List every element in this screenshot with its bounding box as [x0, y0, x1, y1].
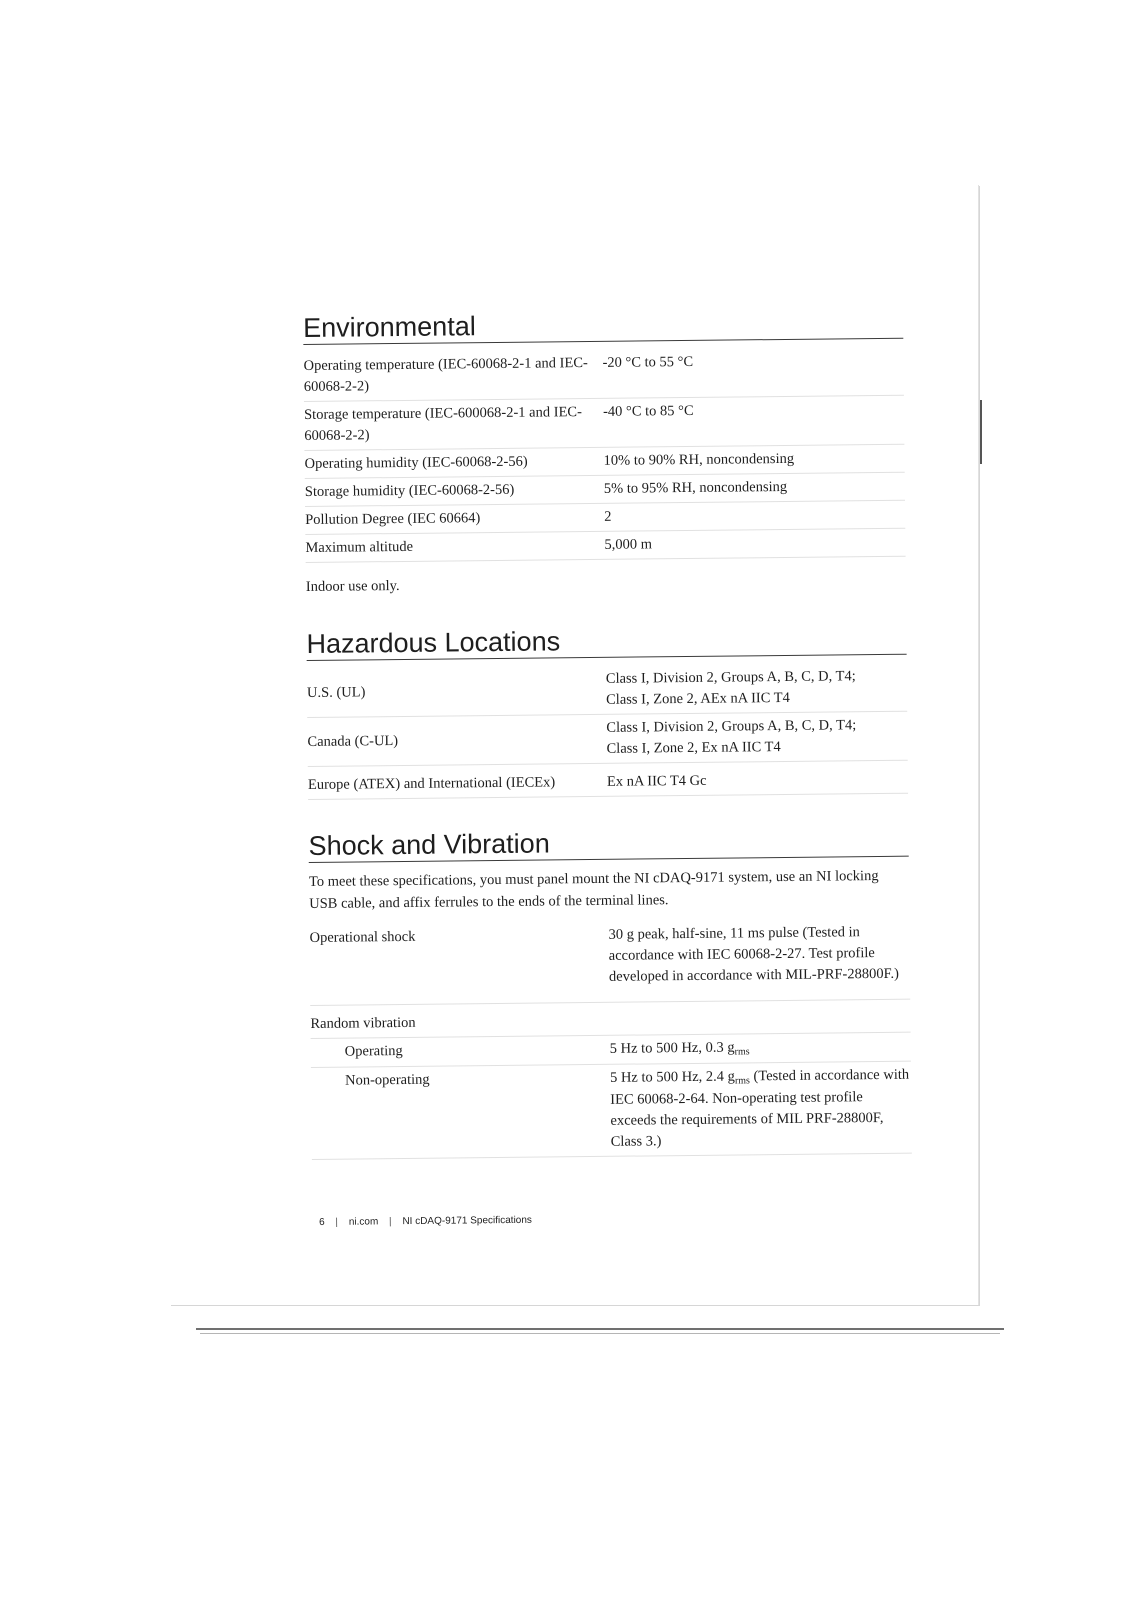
spec-content [303, 306, 912, 1190]
row-label: Storage temperature (IEC-600068-2-1 and IEC-60068-2-2) [303, 404, 582, 444]
row-value: -40 °C to 85 °C [602, 402, 694, 420]
table-row [307, 712, 907, 767]
row-value-line: Class I, Division 2, Groups A, B, C, D, T4; [606, 717, 857, 736]
page-footer [319, 1215, 540, 1228]
table-row [305, 529, 905, 563]
row-label: Canada (C-UL) [307, 732, 399, 750]
value-subscript: rms [734, 1046, 750, 1058]
row-label: Maximum altitude [305, 538, 414, 556]
table-row [303, 347, 903, 402]
row-value [608, 1036, 911, 1061]
value-text: (Tested in accordance with IEC 60068-2-64. Non-operating test profile exceeds the requirements of MIL PRF-28800F, Class 3.) [610, 1066, 910, 1150]
shock-intro: To meet these specifications, you must panel mount the NI cDAQ-9171 system, use an NI locking USB cable, and affix ferrules to the ends of the terminal lines. [308, 868, 879, 912]
row-label: Operating [344, 1042, 403, 1060]
environmental-section [303, 306, 906, 598]
row-value [604, 666, 907, 711]
shock-section [308, 824, 911, 1160]
environmental-heading: Environmental [303, 306, 903, 345]
row-label: Non-operating [344, 1071, 430, 1089]
page-edge [196, 1328, 1004, 1330]
page-number: 6 [319, 1216, 325, 1228]
scan-mark [980, 400, 982, 464]
row-value-line: Class I, Zone 2, AEx nA IIC T4 [605, 689, 790, 708]
environmental-table [303, 347, 905, 563]
hazardous-section [306, 622, 908, 800]
row-label: Operational shock [309, 928, 416, 946]
row-value: 5,000 m [604, 536, 653, 553]
shock-table [309, 919, 911, 1160]
table-row [308, 761, 908, 800]
table-row [307, 663, 907, 718]
row-value-line: Class I, Zone 2, Ex nA IIC T4 [606, 739, 781, 757]
footer-doc-title: NI cDAQ-9171 Specifications [402, 1214, 532, 1228]
row-value-line: Class I, Division 2, Groups A, B, C, D, T4; [605, 668, 856, 687]
row-label: Europe (ATEX) and International (IECEx) [307, 774, 556, 793]
environmental-note: Indoor use only. [305, 578, 400, 595]
table-row [311, 1062, 912, 1160]
value-text: 5 Hz to 500 Hz, 0.3 g [609, 1039, 735, 1057]
row-value: -20 °C to 55 °C [602, 353, 694, 371]
table-row [304, 396, 904, 451]
row-label: Random vibration [310, 1014, 416, 1032]
row-value: 2 [604, 508, 612, 525]
footer-separator: | [388, 1216, 392, 1228]
row-label: Operating temperature (IEC-60068-2-1 and IEC-60068-2-2) [303, 355, 588, 395]
row-label: U.S. (UL) [306, 683, 366, 701]
page-edge-shadow [200, 1333, 1000, 1334]
footer-separator: | [335, 1216, 339, 1228]
row-value: 5% to 95% RH, noncondensing [603, 478, 788, 497]
value-subscript: rms [734, 1075, 750, 1087]
row-label: Operating humidity (IEC-60068-2-56) [304, 453, 528, 472]
row-value [608, 1065, 912, 1153]
footer-site: ni.com [348, 1216, 379, 1228]
row-value: 30 g peak, half-sine, 11 ms pulse (Tested in accordance with IEC 60068-2-27. Test profile developed in accordance with MIL-PRF-28800F.) [608, 924, 900, 985]
shock-heading: Shock and Vibration [308, 824, 908, 863]
table-row [309, 919, 910, 1006]
hazardous-table [307, 663, 908, 800]
row-label: Storage humidity (IEC-60068-2-56) [304, 481, 515, 500]
row-label: Pollution Degree (IEC 60664) [305, 510, 481, 528]
row-value [604, 715, 907, 760]
row-value [607, 1008, 910, 1032]
hazardous-heading: Hazardous Locations [306, 622, 906, 661]
row-value: Ex nA IIC T4 Gc [606, 772, 707, 790]
value-text: 5 Hz to 500 Hz, 2.4 g [609, 1068, 735, 1086]
row-value: 10% to 90% RH, noncondensing [603, 450, 795, 469]
